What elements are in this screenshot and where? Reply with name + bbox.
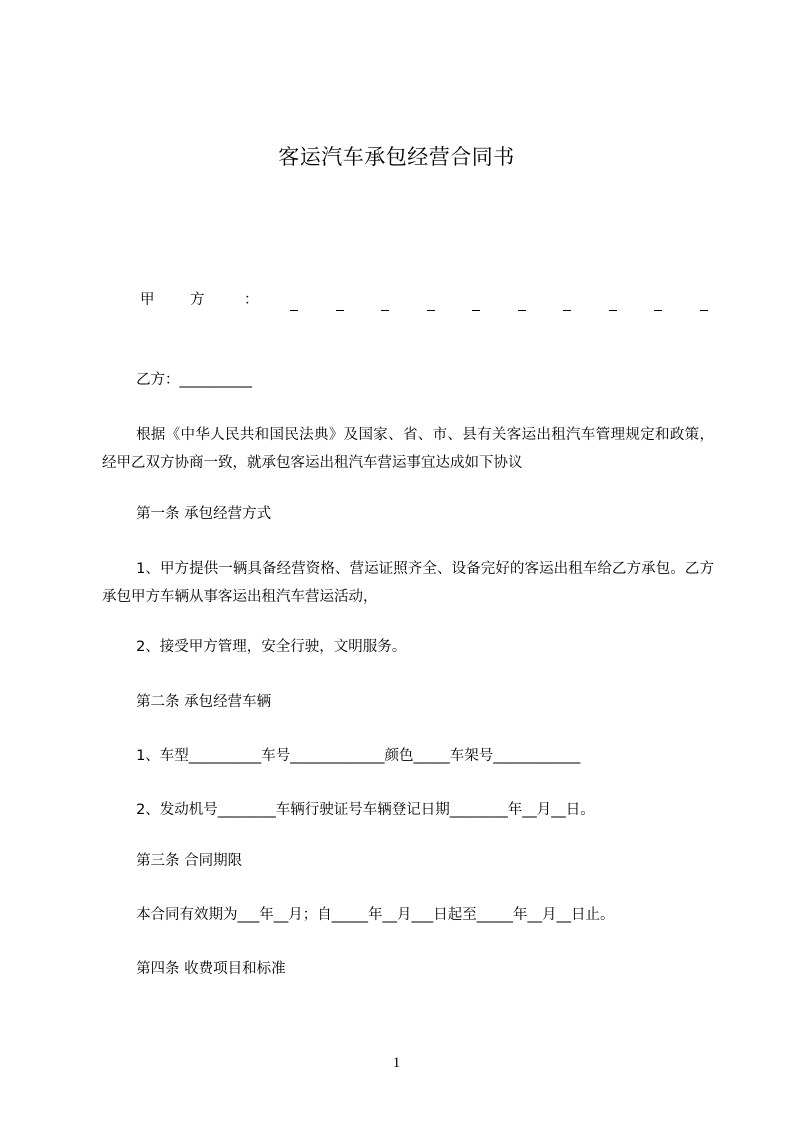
party-a-fill-blank: [290, 290, 708, 311]
party-b-line: 乙方：__________: [136, 372, 253, 388]
article-2-heading: 第二条 承包经营车辆: [136, 694, 272, 710]
page-number: 1: [392, 1055, 401, 1071]
article-2-item-2: 2、发动机号________车辆行驶证号车辆登记日期________年__月__日。: [136, 802, 595, 818]
party-a-line: [140, 290, 710, 312]
article-3-text: 本合同有效期为___年__月；自_____年__月___日起至_____年__月__日止。: [136, 907, 615, 923]
preamble-paragraph: 根据《中华人民共和国民法典》及国家、省、市、县有关客运出租汽车管理规定和政策，经甲乙双方协商一致，就承包客运出租汽车营运事宜达成如下协议: [102, 427, 714, 471]
party-a-colon: ：: [244, 292, 259, 308]
party-a-label-char2: 方: [190, 292, 205, 308]
document-title: 客运汽车承包经营合同书: [278, 145, 515, 169]
article-2-item-1: 1、车型__________车号_____________颜色_____车架号____________: [136, 748, 581, 764]
article-1-heading: 第一条 承包经营方式: [136, 506, 272, 522]
article-1-item-2: 2、接受甲方管理，安全行驶，文明服务。: [136, 639, 407, 655]
article-1-item-1: 1、甲方提供一辆具备经营资格、营运证照齐全、设备完好的客运出租车给乙方承包。乙方承包甲方车辆从事客运出租汽车营运活动，: [102, 561, 714, 605]
party-a-label-char1: 甲: [140, 292, 155, 308]
article-3-heading: 第三条 合同期限: [136, 853, 243, 869]
article-4-heading: 第四条 收费项目和标准: [136, 961, 286, 977]
